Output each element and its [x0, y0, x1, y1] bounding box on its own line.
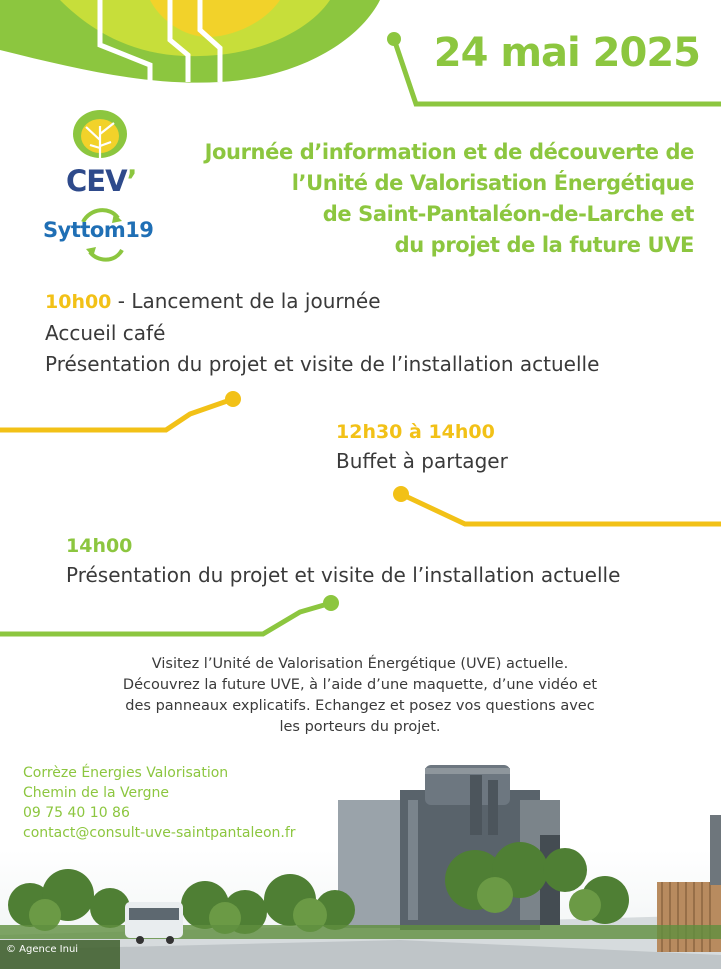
program-block-morning	[45, 286, 599, 380]
program-first-line: - Lancement de la journée	[111, 289, 381, 313]
cev-logo-mark: ’	[126, 164, 137, 198]
yellow-connector-1	[0, 391, 241, 430]
program-time: 12h30 à 14h00	[336, 421, 495, 443]
description-line: des panneaux explicatifs. Echangez et posez vos questions avec	[125, 698, 595, 714]
program-line: Présentation du projet et visite de l’installation actuelle	[66, 563, 621, 587]
tree-canopy-graphic	[0, 0, 380, 83]
description-line: Découvrez la future UVE, à l’aide d’une maquette, d’une vidéo et	[122, 677, 598, 693]
image-credit: © Agence Inui	[6, 944, 79, 955]
syttom-logo-text: Syttom19	[43, 218, 154, 242]
program-block-lunch	[336, 418, 508, 477]
program-line: Accueil café	[45, 321, 166, 345]
event-date: 24 mai 2025	[433, 30, 700, 76]
program-line: Présentation du projet et visite de l’installation actuelle	[45, 352, 600, 376]
program-block-afternoon	[66, 532, 620, 591]
yellow-connector-2	[393, 486, 721, 524]
headline	[170, 137, 694, 261]
green-connector	[0, 595, 339, 634]
contact-address: Chemin de la Vergne	[23, 785, 169, 801]
contact-phone[interactable]: 09 75 40 10 86	[23, 805, 130, 821]
headline-line: Journée d’information et de découverte de	[204, 140, 694, 164]
contact-org: Corrèze Énergies Valorisation	[23, 765, 229, 781]
program-line: Buffet à partager	[336, 449, 508, 473]
program-time: 10h00	[45, 291, 112, 313]
description-line: les porteurs du projet.	[279, 719, 441, 735]
cev-logo-letters: CEV	[66, 164, 127, 198]
headline-line: l’Unité de Valorisation Énergétique	[291, 171, 694, 195]
program-time: 14h00	[66, 535, 133, 557]
cev-logo-text	[66, 164, 137, 198]
description-line: Visitez l’Unité de Valorisation Énergétique (UVE) actuelle.	[151, 656, 569, 672]
headline-line: du projet de la future UVE	[394, 233, 694, 257]
description	[80, 654, 640, 738]
cev-leaf-logo	[73, 110, 127, 158]
contact-info	[23, 763, 296, 843]
headline-line: de Saint-Pantaléon-de-Larche et	[322, 202, 694, 226]
contact-email-link[interactable]: contact@consult-uve-saintpantaleon.fr	[23, 825, 296, 841]
